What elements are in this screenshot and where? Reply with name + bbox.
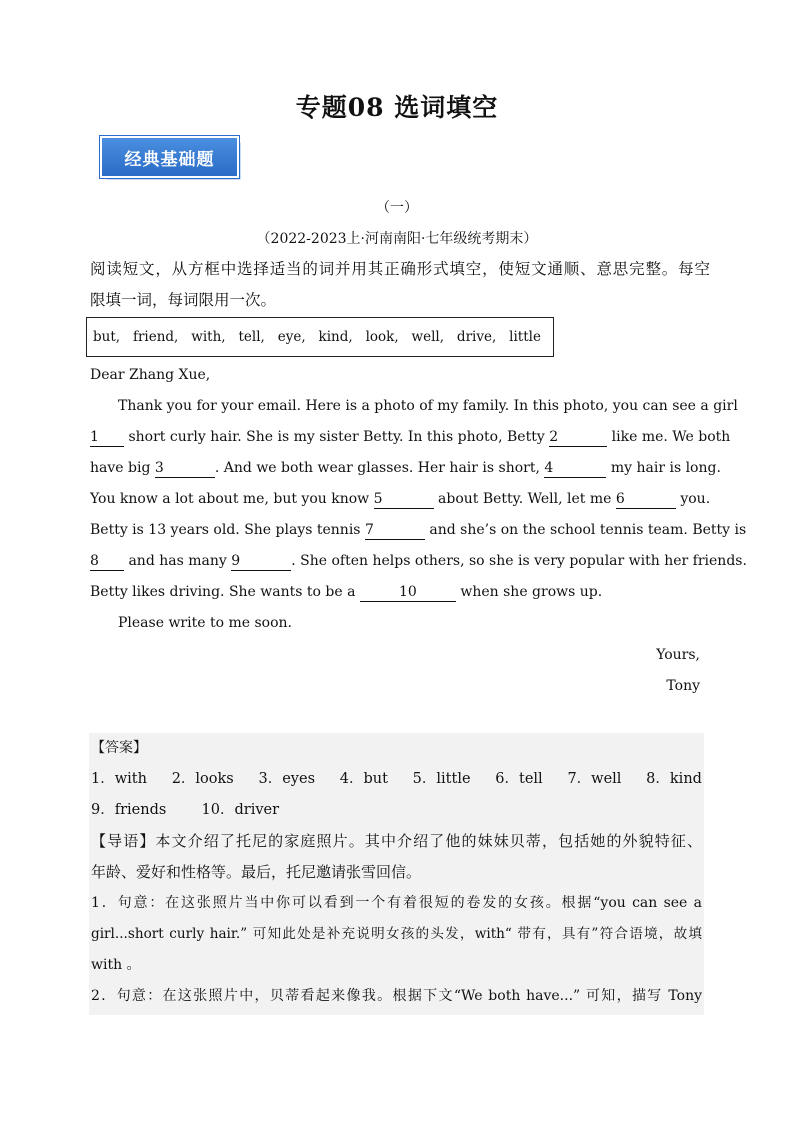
blank-9: 9 <box>231 552 291 571</box>
answer-row <box>91 795 702 826</box>
blank-10: 10 <box>360 583 456 602</box>
letter-line <box>90 515 747 546</box>
explanation-line: 1．句意：在这张照片当中你可以看到一个有着很短的卷发的女孩。根据“you can see a <box>91 895 702 911</box>
word-option: friend, <box>132 329 179 345</box>
answer-item: 9．friends <box>91 802 167 818</box>
guide-line: 年龄、爱好和性格等。最后，托尼邀请张雪回信。 <box>91 863 422 881</box>
letter-text: have big <box>90 460 151 476</box>
blank-5: 5 <box>374 490 434 509</box>
letter-line: Thank you for your email. Here is a photo of my family. In this photo, you can see a girl <box>118 398 738 414</box>
page-title: 专题08 选词填空 <box>295 93 499 122</box>
word-option: little <box>509 329 541 345</box>
letter-signature: Tony <box>666 678 700 694</box>
explanation-line: with 。 <box>91 957 141 973</box>
section-badge <box>100 136 243 182</box>
answer-item: 10．driver <box>201 802 280 818</box>
blank-2: 2 <box>549 428 607 447</box>
letter-line <box>90 546 747 577</box>
letter-text: Betty likes driving. She wants to be a <box>90 584 356 600</box>
letter-text: You know a lot about me, but you know <box>90 491 370 507</box>
word-option: but, <box>93 329 121 345</box>
answer-item: 7．well <box>567 771 622 787</box>
word-option: well, <box>411 329 445 345</box>
letter-line <box>90 422 731 453</box>
letter-line <box>90 577 702 608</box>
explanation-line: girl...short curly hair.” 可知此处是补充说明女孩的头发，with“ 带有，具有”符合语境，故填 <box>91 926 702 942</box>
badge-label: 经典基础题 <box>100 136 239 178</box>
letter-line <box>90 453 721 484</box>
guide-line: 【导语】本文介绍了托尼的家庭照片。其中介绍了他的妹妹贝蒂，包括她的外貌特征、 <box>91 832 702 850</box>
section-number: （一） <box>376 200 418 216</box>
blank-7: 7 <box>365 521 425 540</box>
blank-1: 1 <box>90 428 124 447</box>
answer-item: 4．but <box>339 771 388 787</box>
blank-4: 4 <box>544 459 606 478</box>
answer-item: 5．little <box>412 771 471 787</box>
letter-line <box>90 484 711 515</box>
word-option: with, <box>191 329 226 345</box>
word-option: drive, <box>456 329 497 345</box>
instruction-line: 阅读短文，从方框中选择适当的词并用其正确形式填空，使短文通顺、意思完整。每空 <box>90 260 710 278</box>
letter-text: you. <box>680 491 711 507</box>
letter-text: my hair is long. <box>610 460 721 476</box>
letter-text: when she grows up. <box>460 584 603 600</box>
letter-text: . She often helps others, so she is very popular with her friends. <box>291 553 747 569</box>
answer-header: 【答案】 <box>91 740 147 756</box>
letter-text: and has many <box>128 553 227 569</box>
letter-closing: Please write to me soon. <box>118 615 292 631</box>
word-option: kind, <box>318 329 353 345</box>
blank-8: 8 <box>90 552 124 571</box>
letter-text: and she’s on the school tennis team. Betty is <box>429 522 747 538</box>
answer-item: 2．looks <box>171 771 234 787</box>
answer-item: 8．kind <box>646 771 702 787</box>
blank-6: 6 <box>616 490 676 509</box>
word-option: eye, <box>277 329 306 345</box>
word-option: look, <box>365 329 399 345</box>
source-line: （2022-2023上·河南南阳·七年级统考期末） <box>256 231 538 247</box>
answer-item: 1．with <box>91 771 147 787</box>
letter-greeting: Dear Zhang Xue, <box>90 367 211 383</box>
letter-text: about Betty. Well, let me <box>438 491 612 507</box>
instruction-line: 限填一词，每词限用一次。 <box>90 291 277 309</box>
answer-item: 3．eyes <box>258 771 316 787</box>
answer-row <box>91 764 702 795</box>
answer-item: 6．tell <box>495 771 543 787</box>
word-option: tell, <box>238 329 265 345</box>
letter-text: Betty is 13 years old. She plays tennis <box>90 522 361 538</box>
letter-text: . And we both wear glasses. Her hair is short, <box>214 460 540 476</box>
letter-yours: Yours, <box>656 647 700 663</box>
letter-text: like me. We both <box>611 429 731 445</box>
blank-3: 3 <box>155 459 215 478</box>
instructions <box>90 254 710 316</box>
explanation-line: 2．句意：在这张照片中，贝蒂看起来像我。根据下文“We both have...” 可知，描写 Tony <box>91 988 702 1004</box>
letter-text: short curly hair. She is my sister Betty. In this photo, Betty <box>128 429 545 445</box>
word-box <box>86 317 554 357</box>
